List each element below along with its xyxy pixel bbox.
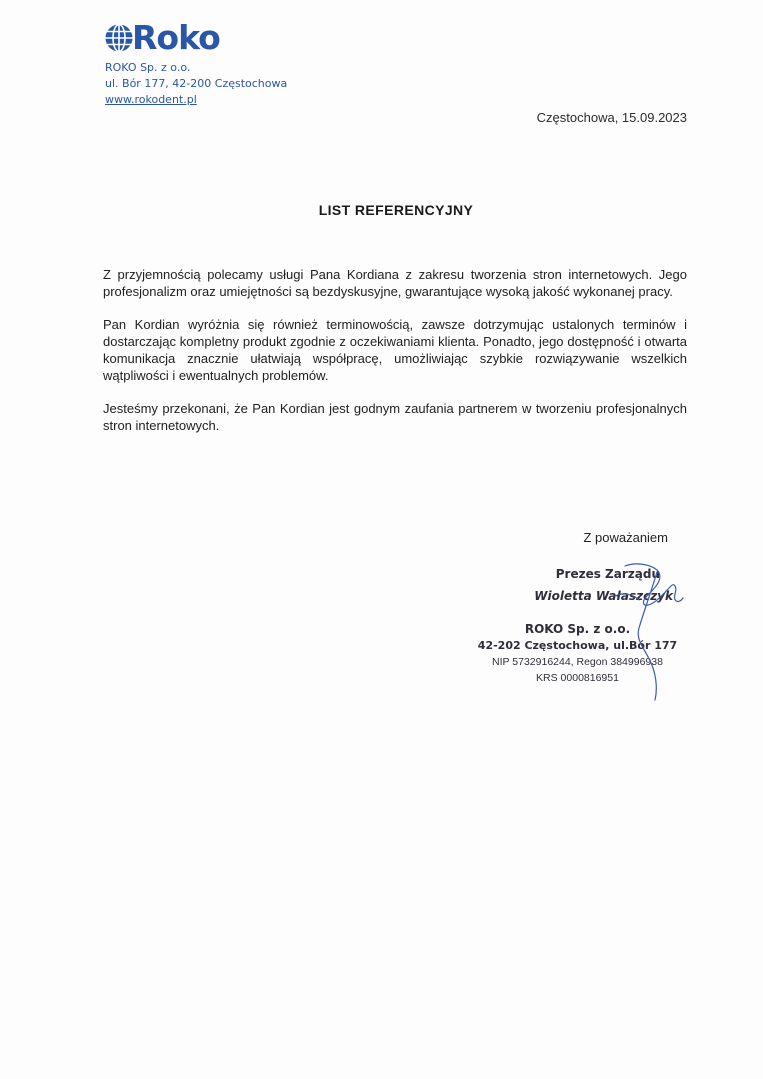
stamp-name: Wioletta Wałaszczyk	[534, 589, 673, 603]
company-address: ul. Bór 177, 42-200 Częstochowa	[105, 77, 288, 90]
stamp-nip-regon: NIP 5732916244, Regon 384996938	[492, 656, 663, 668]
body-paragraph: Z przyjemnością polecamy usługi Pana Kordiana z zakresu tworzenia stron internetowych. Jego profesjonalizm oraz umiejętności są bezdyskusyjne, gwarantujące wysoką jakość wykonanej pracy.	[103, 267, 687, 299]
closing-salutation: Z poważaniem	[583, 530, 668, 545]
body-paragraph: Jesteśmy przekonani, że Pan Kordian jest godnym zaufania partnerem w tworzeniu profesjonalnych stron internetowych.	[103, 401, 687, 433]
stamp-company: ROKO Sp. z o.o.	[524, 622, 631, 636]
company-logo	[104, 20, 220, 56]
stamp-address: 42-202 Częstochowa, ul.Bór 177	[477, 639, 678, 652]
logo-wordmark: Roko	[132, 18, 220, 57]
stamp-role: Prezes Zarządu	[555, 567, 660, 581]
company-info	[105, 60, 287, 108]
globe-logo-icon	[104, 23, 134, 53]
body-paragraph: Pan Kordian wyróżnia się również terminowością, zawsze dotrzymując ustalonych terminów i dostarczając kompletny produkt zgodnie z oczekiwaniami klienta. Ponadto, jego dostępność i otwarta komunikacja znacznie ułatwiają współpracę, umożliwiając szybkie rozwiązywanie wszelkich wątpliwości i ewentualnych problemów.	[103, 317, 687, 383]
company-website-link[interactable]: www.rokodent.pl	[105, 93, 197, 106]
company-stamp	[470, 566, 685, 685]
letter-date: Częstochowa, 15.09.2023	[536, 110, 687, 125]
stamp-krs: KRS 0000816951	[536, 672, 619, 684]
letter-body	[103, 266, 687, 450]
company-name: ROKO Sp. z o.o.	[105, 61, 191, 74]
letter-title: LIST REFERENCYJNY	[318, 202, 474, 218]
